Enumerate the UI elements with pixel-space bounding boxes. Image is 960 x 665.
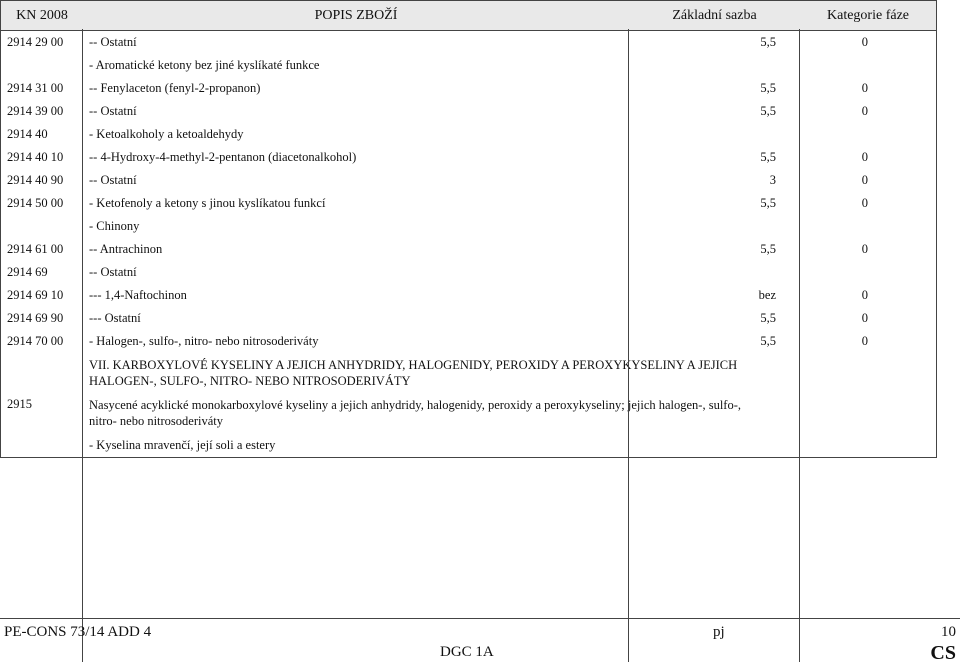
table-row xyxy=(1,433,936,457)
table-row xyxy=(1,284,936,307)
row-code: 2914 40 xyxy=(7,127,48,141)
row-desc: - Kyselina mravenčí, její soli a estery xyxy=(89,438,276,452)
row-desc: --- Ostatní xyxy=(89,311,141,325)
table-row xyxy=(1,393,936,433)
row-code: 2914 40 10 xyxy=(7,150,64,164)
table-row xyxy=(1,261,936,284)
row-cat: 0 xyxy=(861,288,868,302)
footer-dept: DGC 1A xyxy=(440,644,494,660)
table-row xyxy=(1,238,936,261)
row-code: 2914 69 xyxy=(7,265,48,279)
row-code: 2914 50 00 xyxy=(7,196,64,210)
footer-doc-id: PE-CONS 73/14 ADD 4 xyxy=(4,624,152,640)
row-code: 2914 39 00 xyxy=(7,104,64,118)
row-cat: 0 xyxy=(861,311,868,325)
row-rate: 5,5 xyxy=(760,81,776,95)
table-row xyxy=(1,192,936,215)
row-cat: 0 xyxy=(861,196,868,210)
column-divider xyxy=(82,29,83,662)
row-desc: -- Antrachinon xyxy=(89,242,163,256)
row-cat: 0 xyxy=(861,173,868,187)
table-header xyxy=(1,1,936,31)
table-row xyxy=(1,123,936,146)
row-rate: bez xyxy=(758,288,776,302)
table-row xyxy=(1,330,936,353)
row-cat: 0 xyxy=(861,35,868,49)
table-row xyxy=(1,77,936,100)
header-code: KN 2008 xyxy=(16,7,68,23)
row-cat: 0 xyxy=(861,242,868,256)
row-code: 2915 xyxy=(7,397,32,411)
row-desc: --- 1,4-Naftochinon xyxy=(89,288,187,302)
header-rate: Základní sazba xyxy=(672,7,757,23)
row-cat: 0 xyxy=(861,104,868,118)
row-cat: 0 xyxy=(861,150,868,164)
table-row xyxy=(1,169,936,192)
row-code: 2914 69 10 xyxy=(7,288,64,302)
table-row xyxy=(1,100,936,123)
row-desc: - Chinony xyxy=(89,219,140,233)
table-row xyxy=(1,146,936,169)
column-divider xyxy=(799,29,800,662)
row-desc: -- 4-Hydroxy-4-methyl-2-pentanon (diacetonalkohol) xyxy=(89,150,357,164)
row-rate: 5,5 xyxy=(760,35,776,49)
row-desc: -- Ostatní xyxy=(89,35,137,49)
table-row xyxy=(1,31,936,54)
row-cat: 0 xyxy=(861,81,868,95)
row-code: 2914 69 90 xyxy=(7,311,64,325)
row-rate: 5,5 xyxy=(760,242,776,256)
row-code: 2914 29 00 xyxy=(7,35,64,49)
row-code: 2914 61 00 xyxy=(7,242,64,256)
table-row xyxy=(1,307,936,330)
header-cat: Kategorie fáze xyxy=(827,7,909,23)
row-code: 2914 70 00 xyxy=(7,334,64,348)
row-desc: - Ketofenoly a ketony s jinou kyslíkatou funkcí xyxy=(89,196,326,210)
table-row xyxy=(1,353,936,393)
row-desc: - Aromatické ketony bez jiné kyslíkaté funkce xyxy=(89,58,320,72)
table-row xyxy=(1,215,936,238)
row-rate: 5,5 xyxy=(760,196,776,210)
row-desc: VII. KARBOXYLOVÉ KYSELINY A JEJICH ANHYDRIDY, HALOGENIDY, PEROXIDY A PEROXYKYSELINY A JEJICH HALOGEN-, SULFO-, NITRO- NEBO NITROSODERIVÁTY xyxy=(89,358,738,388)
footer-lang: CS xyxy=(930,642,956,664)
row-rate: 3 xyxy=(769,173,776,187)
row-rate: 5,5 xyxy=(760,104,776,118)
column-divider xyxy=(628,29,629,662)
table-row xyxy=(1,54,936,77)
header-desc: POPIS ZBOŽÍ xyxy=(314,7,398,23)
page-footer xyxy=(0,618,960,663)
row-rate: 5,5 xyxy=(760,311,776,325)
row-cat: 0 xyxy=(861,334,868,348)
row-code: 2914 31 00 xyxy=(7,81,64,95)
footer-initials: pj xyxy=(713,624,725,640)
row-rate: 5,5 xyxy=(760,150,776,164)
row-code: 2914 40 90 xyxy=(7,173,64,187)
row-desc: - Ketoalkoholy a ketoaldehydy xyxy=(89,127,244,141)
row-desc: -- Ostatní xyxy=(89,104,137,118)
footer-page: 10 xyxy=(941,624,956,640)
row-desc: -- Ostatní xyxy=(89,173,137,187)
row-desc: - Halogen-, sulfo-, nitro- nebo nitrosoderiváty xyxy=(89,334,319,348)
row-desc: -- Ostatní xyxy=(89,265,137,279)
row-rate: 5,5 xyxy=(760,334,776,348)
row-desc: Nasycené acyklické monokarboxylové kyseliny a jejich anhydridy, halogenidy, peroxidy a peroxykyseliny; jejich halogen-, sulfo-, nitro- nebo nitrosoderiváty xyxy=(89,398,742,428)
row-desc: -- Fenylaceton (fenyl-2-propanon) xyxy=(89,81,261,95)
table-body xyxy=(1,31,936,457)
